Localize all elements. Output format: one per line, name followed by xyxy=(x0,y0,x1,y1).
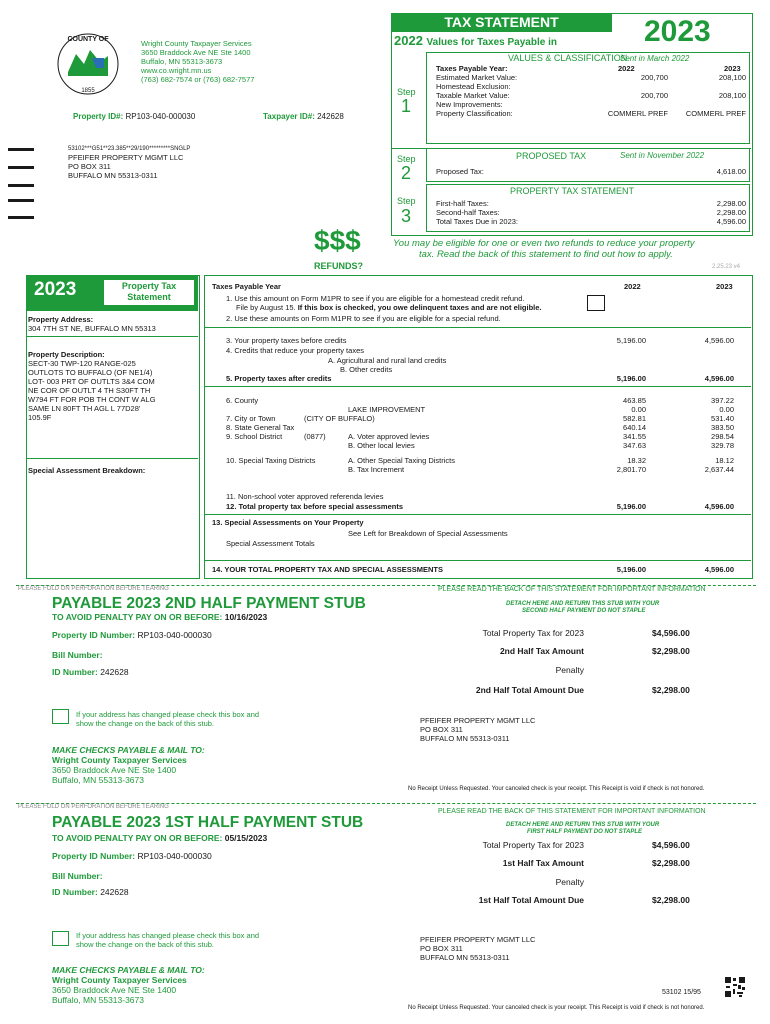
left-pts-label2: Statement xyxy=(127,292,171,302)
stub2-penalty-label: Penalty xyxy=(555,665,584,675)
county-web[interactable]: www.co.wright.mn.us xyxy=(141,66,212,75)
margin-bar xyxy=(8,216,34,219)
taxpayer-id-label: Taxpayer ID#: xyxy=(263,112,315,121)
step1-number: 1 xyxy=(401,96,412,116)
property-id-value: RP103-040-000030 xyxy=(125,112,196,121)
vc-row xyxy=(436,73,746,82)
line4b: B. Other credits xyxy=(340,365,393,374)
divider xyxy=(204,560,751,561)
stub1-detach1: DETACH HERE AND RETURN THIS STUB WITH YOUR xyxy=(506,822,660,828)
left-description-block xyxy=(28,350,156,422)
vc-row-2022: 200,700 xyxy=(640,91,668,100)
stub1-avoid-date: 05/15/2023 xyxy=(224,833,268,843)
stub1-due-value: $2,298.00 xyxy=(652,895,690,905)
mailing-address xyxy=(68,146,190,180)
pt-title: PROPOSED TAX xyxy=(516,151,587,161)
refunds-code: 2.25.23 v4 xyxy=(712,264,741,270)
stub2-avoid xyxy=(52,612,267,622)
vc-rows xyxy=(436,73,746,118)
left-statement-tag xyxy=(104,280,194,305)
line11: 11. Non-school voter approved referenda levies xyxy=(226,492,384,501)
stub2-title: PAYABLE 2023 2ND HALF PAYMENT STUB xyxy=(52,595,366,612)
stub1-avoid xyxy=(52,833,267,843)
county-addr1: 3650 Braddock Ave NE Ste 1400 xyxy=(141,48,251,57)
vc-col-2023: 2023 xyxy=(724,64,741,73)
lake-v2: 0.00 xyxy=(719,405,734,414)
line10a: A. Other Special Taxing Districts xyxy=(348,456,455,465)
stub2-detach2: SECOND HALF PAYMENT DO NOT STAPLE xyxy=(522,608,646,614)
stub1-idn-value: 242628 xyxy=(100,887,129,897)
stub1-half-label: 1st Half Tax Amount xyxy=(502,858,584,868)
line9b: B. Other local levies xyxy=(348,441,415,450)
line1a: 1. Use this amount on Form M1PR to see if you are eligible for a homestead credit refund. xyxy=(226,294,525,303)
stub2-pid xyxy=(52,630,212,640)
vc-title: VALUES & CLASSIFICATION xyxy=(508,53,628,63)
line6: 6. County xyxy=(226,396,259,405)
line7-city: (CITY OF BUFFALO) xyxy=(304,414,375,423)
stub1-penalty-label: Penalty xyxy=(555,877,584,887)
stub2-detach1: DETACH HERE AND RETURN THIS STUB WITH YOUR xyxy=(506,601,660,607)
stub1-detach2: FIRST HALF PAYMENT DO NOT STAPLE xyxy=(527,829,642,835)
line6-v2: 397.22 xyxy=(711,396,734,405)
lake-improvement: LAKE IMPROVEMENT xyxy=(348,405,426,414)
pts-row xyxy=(436,208,746,217)
stub1-bill-label: Bill Number: xyxy=(52,871,103,881)
line10b-v1: 2,801.70 xyxy=(616,465,646,474)
stub1-mail-city: BUFFALO MN 55313-0311 xyxy=(420,953,510,962)
stub1-addr-change2: show the change on the back of this stub. xyxy=(76,940,215,949)
pt-sent: Sent in November 2022 xyxy=(620,151,705,160)
stub2-pid-value: RP103-040-000030 xyxy=(137,630,212,640)
stub1-avoid-label: TO AVOID PENALTY PAY ON OR BEFORE: xyxy=(52,833,223,843)
vc-row-2023: COMMERL PREF xyxy=(685,109,746,118)
left-address-label: Property Address: xyxy=(28,315,94,324)
lake-v1: 0.00 xyxy=(631,405,646,414)
line12: 12. Total property tax before special assessments xyxy=(226,502,404,511)
line1b xyxy=(236,303,542,312)
svg-text:1855: 1855 xyxy=(81,88,95,94)
property-id-row xyxy=(73,112,195,121)
stub2-avoid-label: TO AVOID PENALTY PAY ON OR BEFORE: xyxy=(52,612,223,622)
line12-v2: 4,596.00 xyxy=(704,502,734,511)
stub2-address-change-checkbox[interactable] xyxy=(52,709,69,724)
stub1-checks-addr2: Buffalo, MN 55313-3673 xyxy=(52,995,144,1005)
county-seal-logo xyxy=(46,28,130,98)
line10b-v2: 2,637.44 xyxy=(704,465,734,474)
vc-row xyxy=(436,91,746,100)
county-addr2: Buffalo, MN 55313-3673 xyxy=(141,57,223,66)
line13: 13. Special Assessments on Your Property xyxy=(212,518,364,527)
vc-sent: Sent in March 2022 xyxy=(620,54,690,63)
pt-label: Proposed Tax: xyxy=(436,167,484,176)
vc-row-label: Property Classification: xyxy=(436,109,513,118)
pts-row-value: 4,596.00 xyxy=(716,217,746,226)
stub2-checks-name: Wright County Taxpayer Services xyxy=(52,755,187,765)
vc-row xyxy=(436,100,746,109)
line14: 14. YOUR TOTAL PROPERTY TAX AND SPECIAL ASSESSMENTS xyxy=(212,565,444,574)
left-address-value: 304 7TH ST NE, BUFFALO MN 55313 xyxy=(28,324,156,333)
line8: 8. State General Tax xyxy=(226,423,295,432)
divider xyxy=(26,336,198,337)
line14-v1: 5,196.00 xyxy=(616,565,646,574)
stub1-checks-addr1: 3650 Braddock Ave NE Ste 1400 xyxy=(52,985,177,995)
stub1-pid xyxy=(52,851,212,861)
line9b-v2: 329.78 xyxy=(711,441,734,450)
stub2-idn xyxy=(52,667,129,677)
left-description-label: Property Description: xyxy=(28,350,105,359)
mailing-city: BUFFALO MN 55313-0311 xyxy=(68,171,158,180)
line5-v1: 5,196.00 xyxy=(616,374,646,383)
line9a-v2: 298.54 xyxy=(711,432,734,441)
line10a-v2: 18.12 xyxy=(715,456,734,465)
qr-code-icon xyxy=(724,976,746,998)
refunds-text-line1: You may be eligible for one or even two refunds to reduce your property xyxy=(393,238,695,249)
stub2-addr-change1: If your address has changed please check this box and xyxy=(76,710,260,719)
pts-title: PROPERTY TAX STATEMENT xyxy=(510,186,635,196)
stub2-pid-label: Property ID Number: xyxy=(52,630,136,640)
stub2-address-change-text xyxy=(76,710,259,728)
divider xyxy=(26,458,198,459)
stub1-checks-name: Wright County Taxpayer Services xyxy=(52,975,187,985)
vc-row-2022 xyxy=(566,82,668,91)
description-line: NE COR OF OUTLT 4 TH S30FT TH xyxy=(28,386,151,395)
line2: 2. Use these amounts on Form M1PR to see if you are eligible for a special refund. xyxy=(226,314,501,323)
vc-row-2022: COMMERL PREF xyxy=(607,109,668,118)
vc-row xyxy=(436,82,746,91)
line1b-bold: If this box is checked, you owe delinquent taxes and are not eligible. xyxy=(295,303,542,312)
stub1-addr-change1: If your address has changed please check this box and xyxy=(76,931,260,940)
stub2-checks-title: MAKE CHECKS PAYABLE & MAIL TO: xyxy=(52,745,205,755)
values-year: 2022 xyxy=(394,33,423,48)
stub2-due-value: $2,298.00 xyxy=(652,685,690,695)
property-id-label: Property ID#: xyxy=(73,112,124,121)
vc-row-2023 xyxy=(668,82,746,91)
stub1-receipt: No Receipt Unless Requested. Your canceled check is your receipt. This Receipt is void if check is not honored. xyxy=(408,1005,705,1011)
fold-note: PLEASE FOLD ON PERFORATION BEFORE TEARING xyxy=(18,804,169,810)
taxpayer-id-value: 242628 xyxy=(317,112,344,121)
stub1-half-value: $2,298.00 xyxy=(652,858,690,868)
vc-row-2023 xyxy=(668,100,746,109)
description-line: LOT- 003 PRT OF OUTLTS 3&4 COM xyxy=(28,377,155,386)
margin-bar xyxy=(8,184,34,187)
divider xyxy=(204,386,751,387)
line4a: A. Agricultural and rural land credits xyxy=(328,356,447,365)
refunds-label: REFUNDS? xyxy=(314,261,363,271)
stub2-total-value: $4,596.00 xyxy=(652,628,690,638)
line10: 10. Special Taxing Districts xyxy=(226,456,316,465)
line13-see: See Left for Breakdown of Special Assessments xyxy=(348,529,508,538)
stub1-total-label: Total Property Tax for 2023 xyxy=(482,840,584,850)
line8-v2: 383.50 xyxy=(711,423,734,432)
line9b-v1: 347.63 xyxy=(623,441,646,450)
margin-bar xyxy=(8,199,34,202)
description-line: SECT-30 TWP-120 RANGE-025 xyxy=(28,359,136,368)
vc-row-label: New Improvements: xyxy=(436,100,503,109)
step1-label: Step xyxy=(397,87,416,97)
pts-row-label: Total Taxes Due in 2023: xyxy=(436,217,518,226)
stub2-addr-change2: show the change on the back of this stub. xyxy=(76,719,215,728)
line5: 5. Property taxes after credits xyxy=(226,374,332,383)
pts-row-label: Second-half Taxes: xyxy=(436,208,500,217)
line1b-pre: File by August 15. xyxy=(236,303,296,312)
stub1-idn-label: ID Number: xyxy=(52,887,98,897)
table-col1: 2022 xyxy=(624,282,641,291)
stub2-checks-addr1: 3650 Braddock Ave NE Ste 1400 xyxy=(52,765,177,775)
vc-row-2022 xyxy=(566,100,668,109)
stub1-pid-label: Property ID Number: xyxy=(52,851,136,861)
stub1-idn xyxy=(52,887,129,897)
line7-v2: 531.40 xyxy=(711,414,734,423)
pts-row-value: 2,298.00 xyxy=(716,199,746,208)
taxpayer-id-row xyxy=(263,112,344,121)
vc-row-label: Estimated Market Value: xyxy=(436,73,518,82)
step2-number: 2 xyxy=(401,163,412,183)
vc-col-2022: 2022 xyxy=(618,64,635,73)
stub1-checks-payable xyxy=(52,965,205,1005)
stub1-mail-name: PFEIFER PROPERTY MGMT LLC xyxy=(420,935,536,944)
mailing-name: PFEIFER PROPERTY MGMT LLC xyxy=(68,153,184,162)
line5-v2: 4,596.00 xyxy=(704,374,734,383)
stub2-idn-label: ID Number: xyxy=(52,667,98,677)
pt-value: 4,618.00 xyxy=(716,167,746,176)
vc-row-2022: 200,700 xyxy=(640,73,668,82)
line6-v1: 463.85 xyxy=(623,396,646,405)
line9a: A. Voter approved levies xyxy=(348,432,430,441)
description-line: W794 FT FOR POB TH CONT W ALG xyxy=(28,395,156,404)
fold-note: PLEASE FOLD ON PERFORATION BEFORE TEARING xyxy=(18,586,169,592)
left-pts-label1: Property Tax xyxy=(121,281,177,291)
line10a-v1: 18.32 xyxy=(627,456,646,465)
description-line: SAME LN 80FT TH AGL L 77D28' xyxy=(28,404,141,413)
refunds-text-line2: tax. Read the back of this statement to find out how to apply. xyxy=(419,249,673,260)
county-address xyxy=(141,39,254,84)
pts-rows xyxy=(436,199,746,226)
divider xyxy=(204,514,751,515)
line3: 3. Your property taxes before credits xyxy=(226,336,347,345)
step3-number: 3 xyxy=(401,206,412,226)
line10b: B. Tax Increment xyxy=(348,465,405,474)
county-phone: (763) 682-7574 or (763) 682-7577 xyxy=(141,75,255,84)
line7-v1: 582.81 xyxy=(623,414,646,423)
stub2-checks-payable xyxy=(52,745,205,785)
read-note: PLEASE READ THE BACK OF THIS STATEMENT FOR IMPORTANT INFORMATION xyxy=(438,808,706,815)
step3-label: Step xyxy=(397,196,416,206)
mailing-barcode-line: 53102***G51**23.385**29/190*********SNGLP xyxy=(68,146,191,152)
stub2-idn-value: 242628 xyxy=(100,667,129,677)
divider xyxy=(204,327,751,328)
values-line xyxy=(394,33,557,48)
pts-row xyxy=(436,199,746,208)
mailing-box: PO BOX 311 xyxy=(68,162,111,171)
pts-row-value: 2,298.00 xyxy=(716,208,746,217)
vc-row-2023: 208,100 xyxy=(718,73,746,82)
vc-row-2023: 208,100 xyxy=(718,91,746,100)
refunds-text xyxy=(393,238,753,260)
line8-v1: 640.14 xyxy=(623,423,646,432)
stub2-checks-addr2: Buffalo, MN 55313-3673 xyxy=(52,775,144,785)
left-year: 2023 xyxy=(34,279,77,300)
line14-v2: 4,596.00 xyxy=(704,565,734,574)
stub1-total-value: $4,596.00 xyxy=(652,840,690,850)
table-col2: 2023 xyxy=(716,282,733,291)
stub2-half-label: 2nd Half Tax Amount xyxy=(499,646,584,656)
stub1-pid-value: RP103-040-000030 xyxy=(137,851,212,861)
stub2-mail-name: PFEIFER PROPERTY MGMT LLC xyxy=(420,716,536,725)
margin-bar xyxy=(8,166,34,169)
stub2-receipt: No Receipt Unless Requested. Your canceled check is your receipt. This Receipt is void if check is not honored. xyxy=(408,786,705,792)
county-name: Wright County Taxpayer Services xyxy=(141,39,252,48)
stub1-checks-title: MAKE CHECKS PAYABLE & MAIL TO: xyxy=(52,965,205,975)
stub2-due-label: 2nd Half Total Amount Due xyxy=(475,685,584,695)
statement-year: 2023 xyxy=(644,15,711,48)
vc-row-label: Taxable Market Value: xyxy=(436,91,510,100)
step2-label: Step xyxy=(397,154,416,164)
stub2-mail-box: PO BOX 311 xyxy=(420,725,463,734)
stub1-address-change-text xyxy=(76,931,259,949)
table-header: Taxes Payable Year xyxy=(212,282,281,291)
stub2-avoid-date: 10/16/2023 xyxy=(224,612,268,622)
line9: 9. School District xyxy=(226,432,283,441)
pts-row-label: First-half Taxes: xyxy=(436,199,489,208)
stub1-mail-address xyxy=(420,935,535,962)
line7: 7. City or Town xyxy=(226,414,276,423)
line9a-v1: 341.55 xyxy=(623,432,646,441)
stub1-due-label: 1st Half Total Amount Due xyxy=(478,895,584,905)
stub2-total-label: Total Property Tax for 2023 xyxy=(482,628,584,638)
stub2-bill-label: Bill Number: xyxy=(52,650,103,660)
svg-text:COUNTY OF: COUNTY OF xyxy=(67,36,109,43)
stub2-mail-city: BUFFALO MN 55313-0311 xyxy=(420,734,510,743)
vc-taxes-payable-year-label: Taxes Payable Year: xyxy=(436,64,508,73)
margin-bar xyxy=(8,148,34,151)
stub2-half-value: $2,298.00 xyxy=(652,646,690,656)
stub1-mail-box: PO BOX 311 xyxy=(420,944,463,953)
description-line: 105.9F xyxy=(28,413,52,422)
left-description-lines xyxy=(28,359,156,422)
left-address-block xyxy=(28,315,156,333)
special-assessment-label: Special Assessment Breakdown: xyxy=(28,466,146,475)
tax-statement-title: TAX STATEMENT xyxy=(391,13,612,32)
line9-number: (0877) xyxy=(304,432,326,441)
stub1-title: PAYABLE 2023 1ST HALF PAYMENT STUB xyxy=(52,814,364,831)
line3-v2: 4,596.00 xyxy=(704,336,734,345)
stub1-code: 53102 15/95 xyxy=(662,989,701,996)
line3-v1: 5,196.00 xyxy=(616,336,646,345)
description-line: OUTLOTS TO BUFFALO (OF NE1/4) xyxy=(28,368,153,377)
line4: 4. Credits that reduce your property taxes xyxy=(226,346,364,355)
values-label: Values for Taxes Payable in xyxy=(426,37,557,48)
vc-row xyxy=(436,109,746,118)
stub1-address-change-checkbox[interactable] xyxy=(52,931,69,946)
vc-row-label: Homestead Exclusion: xyxy=(436,82,511,91)
stub2-mail-address xyxy=(420,716,535,743)
read-note: PLEASE READ THE BACK OF THIS STATEMENT FOR IMPORTANT INFORMATION xyxy=(438,586,706,593)
line12-v1: 5,196.00 xyxy=(616,502,646,511)
refunds-symbol: $$$ xyxy=(314,225,361,256)
pts-row xyxy=(436,217,746,226)
delinquent-checkbox[interactable] xyxy=(587,295,605,311)
line13-totals: Special Assessment Totals xyxy=(226,539,315,548)
